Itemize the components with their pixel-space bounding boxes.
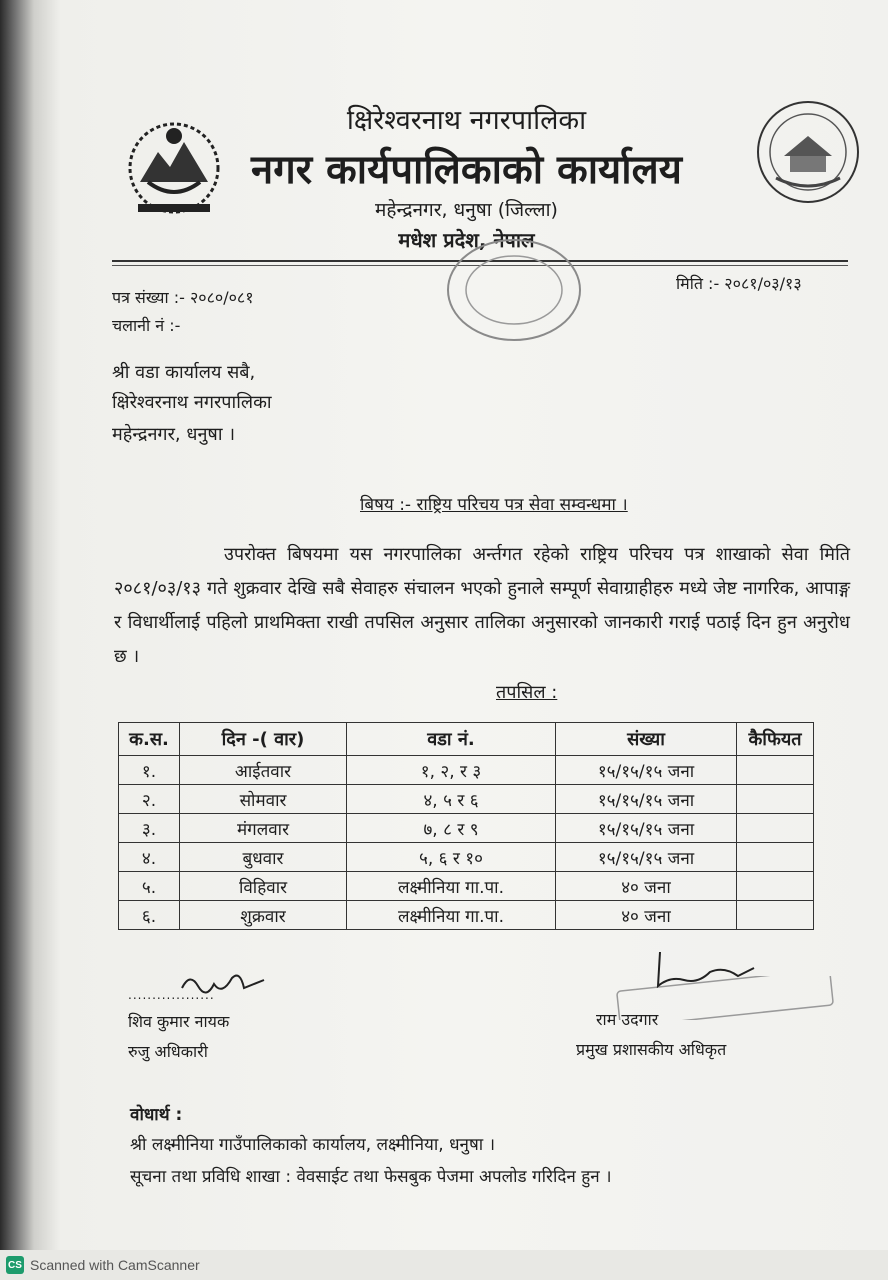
handwritten-signature-right: [650, 946, 760, 996]
schedule-table: [118, 722, 814, 930]
cell-remarks: [737, 872, 814, 901]
letter-date: मिति :- २०८१/०३/१३: [676, 274, 802, 293]
cell-serial: १.: [119, 756, 180, 785]
signatory-right-role: प्रमुख प्रशासकीय अधिकृत: [576, 1040, 727, 1059]
letter-body: उपरोक्त बिषयमा यस नगरपालिका अर्न्तगत रहेको राष्ट्रिय परिचय पत्र शाखाको सेवा मिति २०८१/०३/१३ गते शुक्रवार देखि सबै सेवाहरु संचालन भएको हुनाले सम्पूर्ण सेवाग्राहीहरु मध्ये जेष्ट नागरिक, आपाङ्ग र विधार्थीलाई पहिलो प्राथमिक्ता राखी तपसिल अनुसार तालिका अनुसारको जानकारी गराई पठाई दिन हुन अनुरोध छ ।: [114, 544, 850, 667]
letter-number: पत्र संख्या :- २०८०/०८१: [112, 288, 254, 307]
cell-remarks: [737, 901, 814, 930]
signatory-left-name: शिव कुमार नायक: [128, 1012, 230, 1031]
signatory-right-name: राम उदगार: [596, 1010, 659, 1029]
cell-count: १५/१५/१५ जना: [556, 785, 737, 814]
cell-ward: लक्ष्मीनिया गा.पा.: [347, 872, 556, 901]
office-title: नगर कार्यपालिकाको कार्यालय: [251, 147, 682, 193]
col-header-day: दिन -( वार): [180, 723, 347, 756]
table-header-row: [119, 723, 814, 756]
cc-line-2: सूचना तथा प्रविधि शाखा : वेवसाईट तथा फेसबुक पेजमा अपलोड गरिदिन हुन ।: [130, 1167, 612, 1187]
cell-count: ४० जना: [556, 872, 737, 901]
col-header-count: संख्या: [556, 723, 737, 756]
cell-day: बुधवार: [180, 843, 347, 872]
table-row: [119, 901, 814, 930]
cell-day: शुक्रवार: [180, 901, 347, 930]
cell-ward: ४, ५ र ६: [347, 785, 556, 814]
camscanner-text: Scanned with CamScanner: [30, 1257, 200, 1273]
cell-day: मंगलवार: [180, 814, 347, 843]
camscanner-icon: CS: [6, 1256, 24, 1274]
cell-remarks: [737, 756, 814, 785]
col-header-remarks: कैफियत: [737, 723, 814, 756]
cell-serial: ४.: [119, 843, 180, 872]
signature-line-left: ..................: [128, 988, 215, 1002]
cell-day: आईतवार: [180, 756, 347, 785]
signatory-left-role: रुजु अधिकारी: [128, 1042, 208, 1061]
cc-heading: वोधार्थ :: [130, 1105, 183, 1125]
office-location: महेन्द्रनगर, धनुषा (जिल्ला): [375, 199, 558, 221]
table-row: [119, 785, 814, 814]
cc-line-1: श्री लक्ष्मीनिया गाउँपालिकाको कार्यालय, लक्ष्मीनिया, धनुषा ।: [130, 1135, 496, 1155]
table-row: [119, 872, 814, 901]
cell-ward: लक्ष्मीनिया गा.पा.: [347, 901, 556, 930]
cell-count: १५/१५/१५ जना: [556, 843, 737, 872]
recipient-line-1: श्री वडा कार्यालय सबै,: [112, 362, 256, 383]
cell-serial: २.: [119, 785, 180, 814]
cell-day: सोमवार: [180, 785, 347, 814]
municipality-name: क्षिरेश्वरनाथ नगरपालिका: [346, 105, 587, 136]
camscanner-footer: [0, 1250, 888, 1280]
cell-serial: ६.: [119, 901, 180, 930]
dispatch-number: चलानी नं :-: [112, 316, 181, 335]
cell-count: ४० जना: [556, 901, 737, 930]
cell-remarks: [737, 843, 814, 872]
details-label: तपसिल :: [496, 682, 558, 703]
cell-count: १५/१५/१५ जना: [556, 814, 737, 843]
letter-subject: बिषय :- राष्ट्रिय परिचय पत्र सेवा सम्वन्धमा ।: [360, 495, 628, 515]
office-round-stamp: [444, 236, 584, 344]
table-row: [119, 843, 814, 872]
col-header-ward: वडा नं.: [347, 723, 556, 756]
cell-remarks: [737, 814, 814, 843]
cell-ward: ७, ८ र ९: [347, 814, 556, 843]
cell-remarks: [737, 785, 814, 814]
recipient-line-2: क्षिरेश्वरनाथ नगरपालिका: [112, 392, 272, 413]
cell-serial: ५.: [119, 872, 180, 901]
table-row: [119, 814, 814, 843]
cell-serial: ३.: [119, 814, 180, 843]
table-row: [119, 756, 814, 785]
col-header-serial: क.स.: [119, 723, 180, 756]
cell-count: १५/१५/१५ जना: [556, 756, 737, 785]
cell-ward: ५, ६ र १०: [347, 843, 556, 872]
recipient-line-3: महेन्द्रनगर, धनुषा ।: [112, 424, 236, 445]
cell-ward: १, २, र ३: [347, 756, 556, 785]
office-province: मधेश प्रदेश, नेपाल: [398, 228, 535, 252]
cell-day: विहिवार: [180, 872, 347, 901]
